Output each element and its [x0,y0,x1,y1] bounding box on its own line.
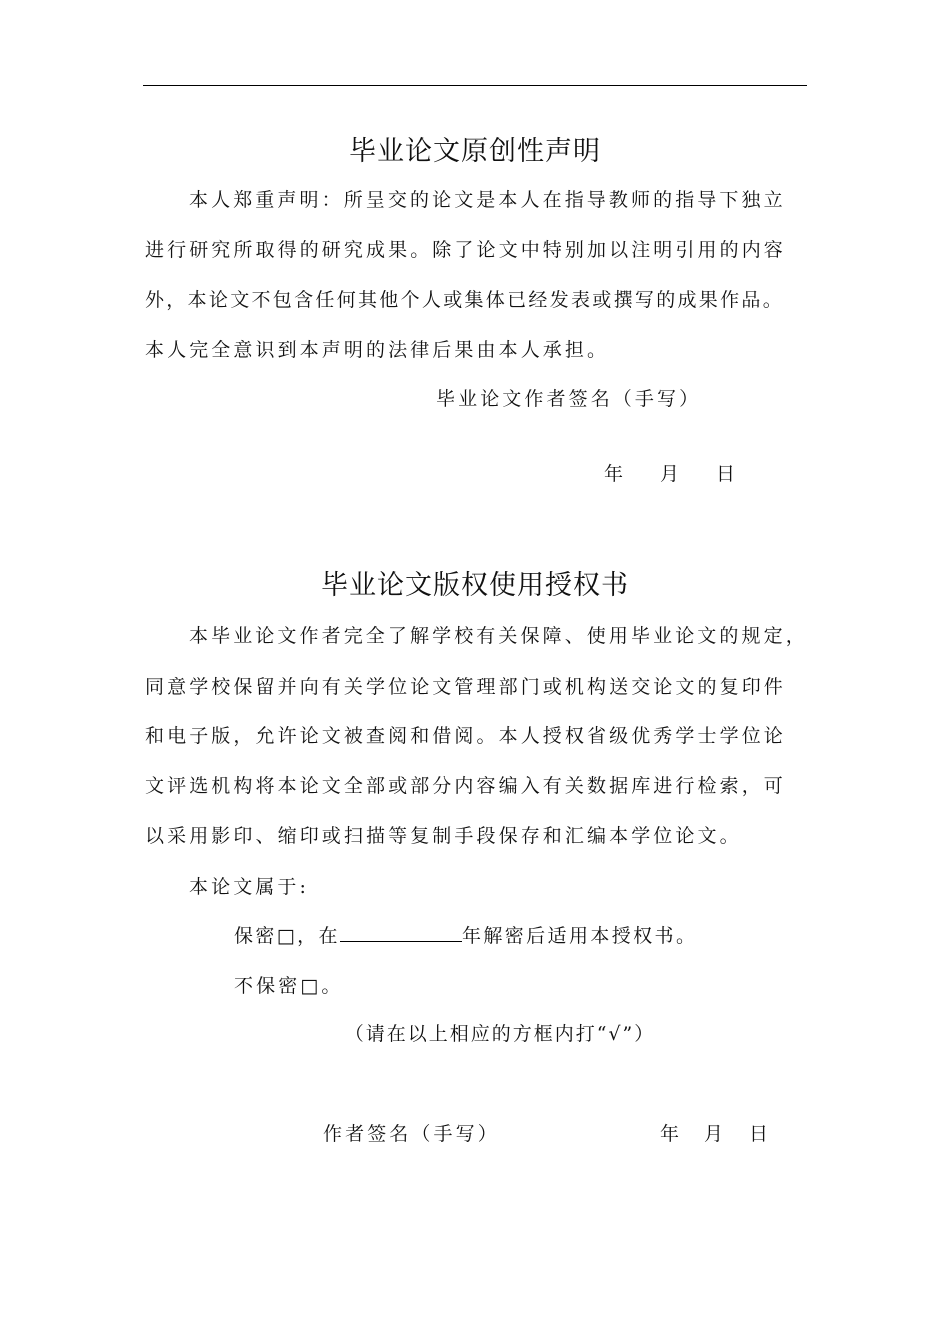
authorization-title: 毕业论文版权使用授权书 [321,570,629,601]
declaration-line-4: 本人完全意识到本声明的法律后果由本人承担。 [145,339,610,361]
authorization-line-1: 本毕业论文作者完全了解学校有关保障、使用毕业论文的规定， [189,625,808,647]
authorization-date-day: 日 [749,1123,769,1145]
declaration-line-3: 外，本论文不包含任何其他个人或集体已经发表或撰写的成果作品。 [145,289,785,311]
declaration-signature-label: 毕业论文作者签名（手写） [436,388,702,410]
declaration-date-year: 年 [604,463,624,485]
not-confidential-option: 不保密□。 [234,975,344,997]
authorization-line-5: 以采用影印、缩印或扫描等复制手段保存和汇编本学位论文。 [145,825,742,847]
authorization-date-year: 年 [660,1123,680,1145]
declaration-line-2: 进行研究所取得的研究成果。除了论文中特别加以注明引用的内容 [145,239,786,261]
header-rule [143,85,807,86]
authorization-line-4: 文评选机构将本论文全部或部分内容编入有关数据库进行检索，可 [145,775,786,797]
declaration-date-day: 日 [716,463,736,485]
authorization-signature-label: 作者签名（手写） [323,1123,500,1145]
checkmark-instruction: （请在以上相应的方框内打“√”） [344,1023,656,1045]
confidential-option [234,924,904,948]
confidential-suffix: 年解密后适用本授权书。 [461,925,698,947]
authorization-date-month: 月 [704,1123,724,1145]
declaration-date-month: 月 [660,463,680,485]
authorization-line-3: 和电子版，允许论文被查阅和借阅。本人授权省级优秀学士学位论 [145,725,786,747]
declaration-title: 毕业论文原创性声明 [349,136,601,167]
decrypt-year-blank[interactable] [340,925,462,942]
confidential-prefix: 保密□，在 [234,925,340,947]
declaration-line-1: 本人郑重声明：所呈交的论文是本人在指导教师的指导下独立 [189,189,786,211]
belongs-label: 本论文属于: [189,876,310,898]
authorization-line-2: 同意学校保留并向有关学位论文管理部门或机构送交论文的复印件 [145,676,786,698]
